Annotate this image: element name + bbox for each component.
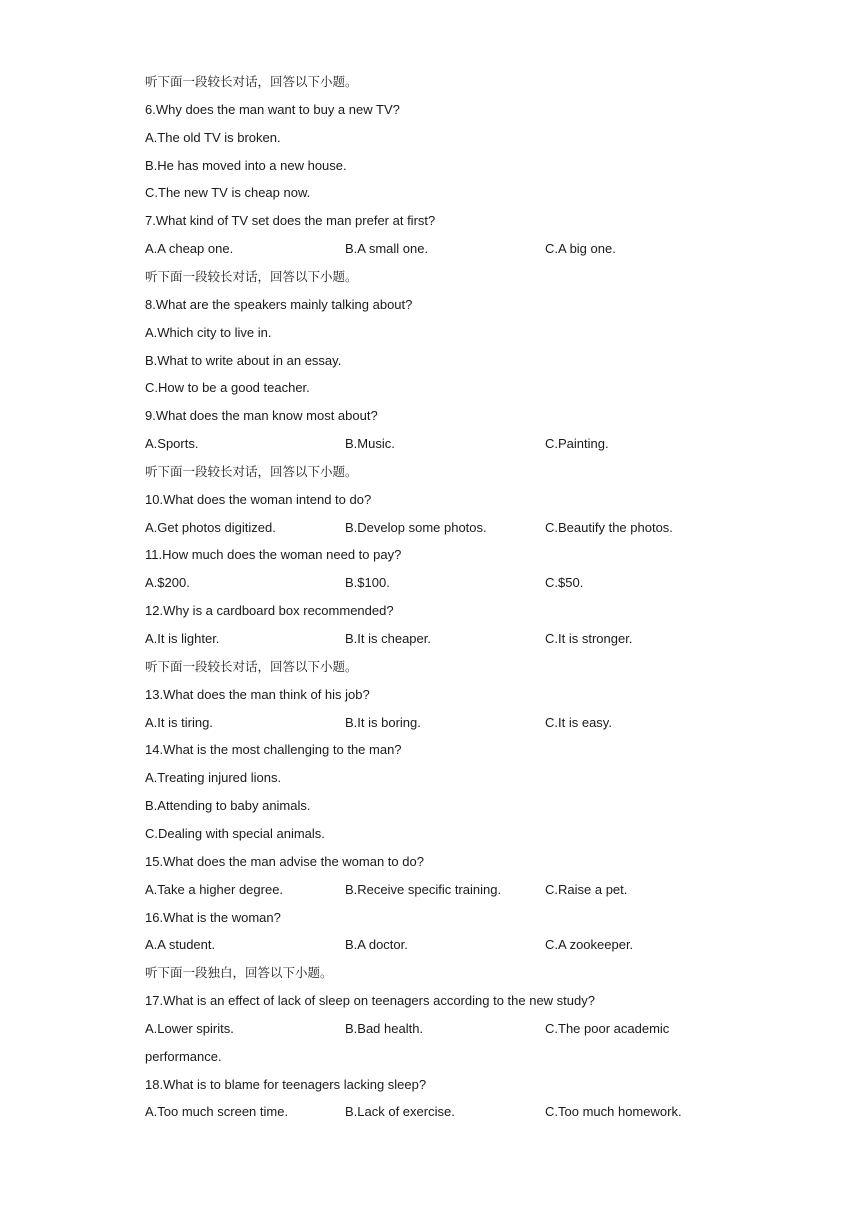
question-text: 9.What does the man know most about? xyxy=(145,408,378,423)
question-text: 14.What is the most challenging to the man? xyxy=(145,742,402,757)
question-text: 18.What is to blame for teenagers lacking sleep? xyxy=(145,1077,427,1092)
option-text: performance. xyxy=(145,1049,222,1064)
option-text: C.Beautify the photos. xyxy=(545,520,673,535)
option-text: B.Receive specific training. xyxy=(345,882,502,897)
question-text: 15.What does the man advise the woman to do? xyxy=(145,854,424,869)
option-text: C.The poor academic xyxy=(545,1021,670,1036)
option-text: B.He has moved into a new house. xyxy=(145,158,347,173)
question-text: 10.What does the woman intend to do? xyxy=(145,492,372,507)
option-text: A.A student. xyxy=(145,937,216,952)
question-text: 8.What are the speakers mainly talking about? xyxy=(145,297,413,312)
option-text: B.Lack of exercise. xyxy=(345,1104,455,1119)
option-text: B.Bad health. xyxy=(345,1021,424,1036)
option-text: A.$200. xyxy=(145,575,190,590)
option-text: B.A doctor. xyxy=(345,937,408,952)
section-heading: 听下面一段较长对话，回答以下小题。 xyxy=(145,464,358,479)
option-text: B.Music. xyxy=(345,436,395,451)
question-text: 12.Why is a cardboard box recommended? xyxy=(145,603,394,618)
option-text: C.A zookeeper. xyxy=(545,937,634,952)
option-text: C.A big one. xyxy=(545,241,616,256)
option-text: A.Lower spirits. xyxy=(145,1021,234,1036)
option-text: C.Dealing with special animals. xyxy=(145,826,325,841)
option-text: A.Get photos digitized. xyxy=(145,520,276,535)
option-text: A.Too much screen time. xyxy=(145,1104,289,1119)
option-text: A.Treating injured lions. xyxy=(145,770,282,785)
option-text: A.It is tiring. xyxy=(145,715,213,730)
question-text: 6.Why does the man want to buy a new TV? xyxy=(145,102,400,117)
option-text: A.Sports. xyxy=(145,436,199,451)
option-text: C.How to be a good teacher. xyxy=(145,380,310,395)
option-text: A.Which city to live in. xyxy=(145,325,272,340)
option-text: C.Raise a pet. xyxy=(545,882,628,897)
option-text: A.A cheap one. xyxy=(145,241,234,256)
question-text: 16.What is the woman? xyxy=(145,910,281,925)
option-text: B.It is boring. xyxy=(345,715,421,730)
option-text: C.$50. xyxy=(545,575,584,590)
section-heading: 听下面一段独白，回答以下小题。 xyxy=(145,965,333,980)
option-text: B.Develop some photos. xyxy=(345,520,487,535)
section-heading: 听下面一段较长对话，回答以下小题。 xyxy=(145,659,358,674)
question-text: 17.What is an effect of lack of sleep on teenagers according to the new study? xyxy=(145,993,595,1008)
option-text: C.The new TV is cheap now. xyxy=(145,185,311,200)
option-text: B.$100. xyxy=(345,575,390,590)
option-text: C.Too much homework. xyxy=(545,1104,682,1119)
question-text: 7.What kind of TV set does the man prefer at first? xyxy=(145,213,436,228)
section-heading: 听下面一段较长对话，回答以下小题。 xyxy=(145,269,358,284)
option-text: B.Attending to baby animals. xyxy=(145,798,311,813)
option-text: B.What to write about in an essay. xyxy=(145,353,342,368)
option-text: C.Painting. xyxy=(545,436,609,451)
question-text: 13.What does the man think of his job? xyxy=(145,687,370,702)
option-text: B.A small one. xyxy=(345,241,429,256)
option-text: C.It is stronger. xyxy=(545,631,633,646)
option-text: B.It is cheaper. xyxy=(345,631,431,646)
option-text: A.The old TV is broken. xyxy=(145,130,281,145)
question-text: 11.How much does the woman need to pay? xyxy=(145,547,402,562)
section-heading: 听下面一段较长对话，回答以下小题。 xyxy=(145,74,358,89)
option-text: C.It is easy. xyxy=(545,715,612,730)
option-text: A.Take a higher degree. xyxy=(145,882,284,897)
option-text: A.It is lighter. xyxy=(145,631,220,646)
